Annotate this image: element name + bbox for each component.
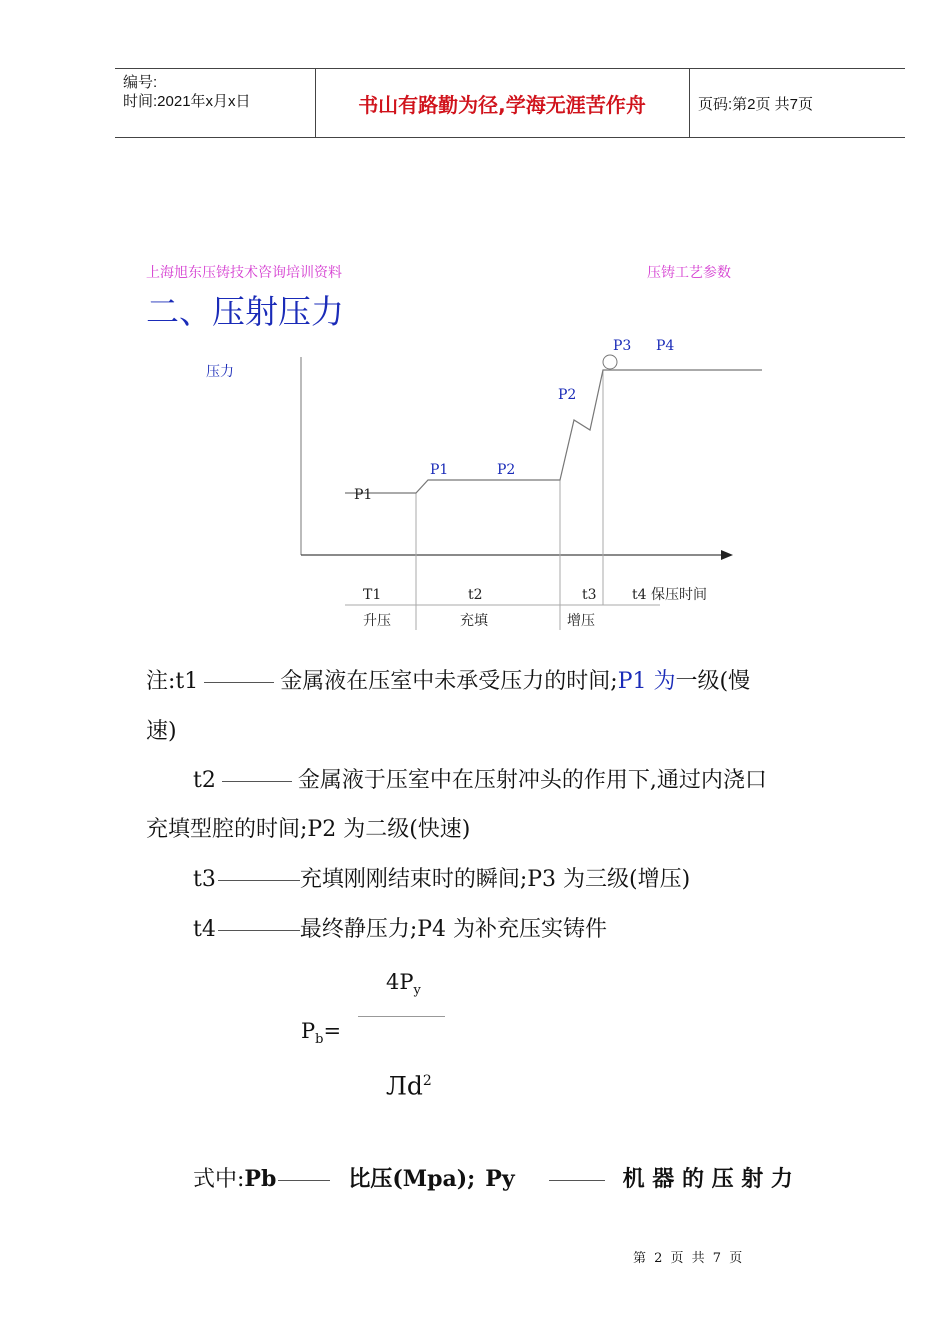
phase-name: 升压	[363, 613, 391, 629]
note-t2-wrap: 充填型腔的时间;P2 为二级(快速)	[146, 817, 471, 842]
equals-sign: =	[323, 1019, 342, 1043]
note-t1	[146, 667, 750, 697]
denominator-text: Лd	[386, 1071, 423, 1101]
pressure-chart	[0, 0, 950, 660]
phase-name: 增压	[567, 613, 595, 629]
note-t2	[193, 766, 767, 796]
pressure-curve	[345, 370, 762, 493]
y-axis-label: 压力	[206, 364, 234, 380]
formula-numerator	[386, 967, 421, 1006]
definition-prefix: 式中:	[193, 1167, 245, 1192]
pb-symbol: Pb	[244, 1166, 277, 1192]
definition-line	[193, 1164, 883, 1195]
point-label: P2	[497, 462, 516, 478]
formula-lhs	[301, 1016, 341, 1055]
topic-line: 压铸工艺参数	[647, 265, 731, 281]
page-footer: 第 2 页 共 7 页	[633, 1251, 745, 1266]
note-t3	[193, 865, 690, 895]
code-label: 编号:	[123, 74, 158, 91]
org-line: 上海旭东压铸技术咨询培训资料	[146, 265, 342, 281]
denominator-sup: 2	[422, 1073, 432, 1089]
phase-time: t2	[468, 587, 483, 603]
dash-line	[218, 930, 300, 931]
time-label: 时间:2021年x月x日	[123, 93, 251, 110]
note-prefix: t2	[193, 768, 216, 793]
point-label: P1	[354, 487, 373, 503]
note-text: 充填刚刚结束时的瞬间;P3 为三级(增压)	[299, 867, 691, 892]
point-label: P2	[558, 387, 577, 403]
note-t4	[193, 915, 607, 945]
dash-line	[549, 1180, 605, 1181]
note-text: 金属液于压室中在压射冲头的作用下,通过内浇口	[297, 768, 767, 793]
lhs-text: P	[301, 1019, 316, 1043]
pb-text: 比压(Mpa);	[348, 1166, 476, 1192]
fraction-bar	[358, 1016, 445, 1017]
formula-denominator	[386, 1066, 432, 1101]
numerator-sub: y	[413, 983, 421, 999]
phase-time: T1	[363, 587, 382, 603]
phase-name: 充填	[460, 613, 488, 629]
dash-line	[218, 880, 300, 881]
note-t1-wrap: 速)	[146, 719, 177, 744]
numerator-text: 4P	[386, 970, 414, 994]
dash-line	[278, 1180, 330, 1181]
note-prefix: t3	[193, 867, 216, 892]
x-axis-arrow	[721, 550, 733, 560]
point-label: P3	[613, 338, 632, 354]
header-page-info: 页码:第2页 共7页	[698, 96, 814, 113]
note-highlight: P1 为	[617, 669, 676, 694]
point-label: P1	[430, 462, 449, 478]
py-symbol: Py	[485, 1166, 515, 1192]
note-text: 最终静压力;P4 为补充压实铸件	[299, 917, 608, 942]
note-prefix: 注:t1	[146, 669, 199, 694]
section-title: 二、压射压力	[146, 292, 344, 331]
p3-marker	[603, 355, 617, 369]
note-prefix: t4	[193, 917, 216, 942]
lhs-sub: b	[315, 1032, 324, 1048]
dash-line	[222, 781, 292, 782]
note-text: 金属液在压室中未承受压力的时间;	[280, 669, 618, 694]
phase-time: t3	[582, 587, 597, 603]
dash-line	[204, 682, 274, 683]
header-motto: 书山有路勤为径,学海无涯苦作舟	[358, 92, 646, 117]
note-text: 一级(慢	[675, 669, 751, 694]
point-label: P4	[656, 338, 675, 354]
py-text: 机 器 的 压 射 力	[622, 1166, 793, 1192]
phase-time: t4 保压时间	[632, 587, 707, 603]
